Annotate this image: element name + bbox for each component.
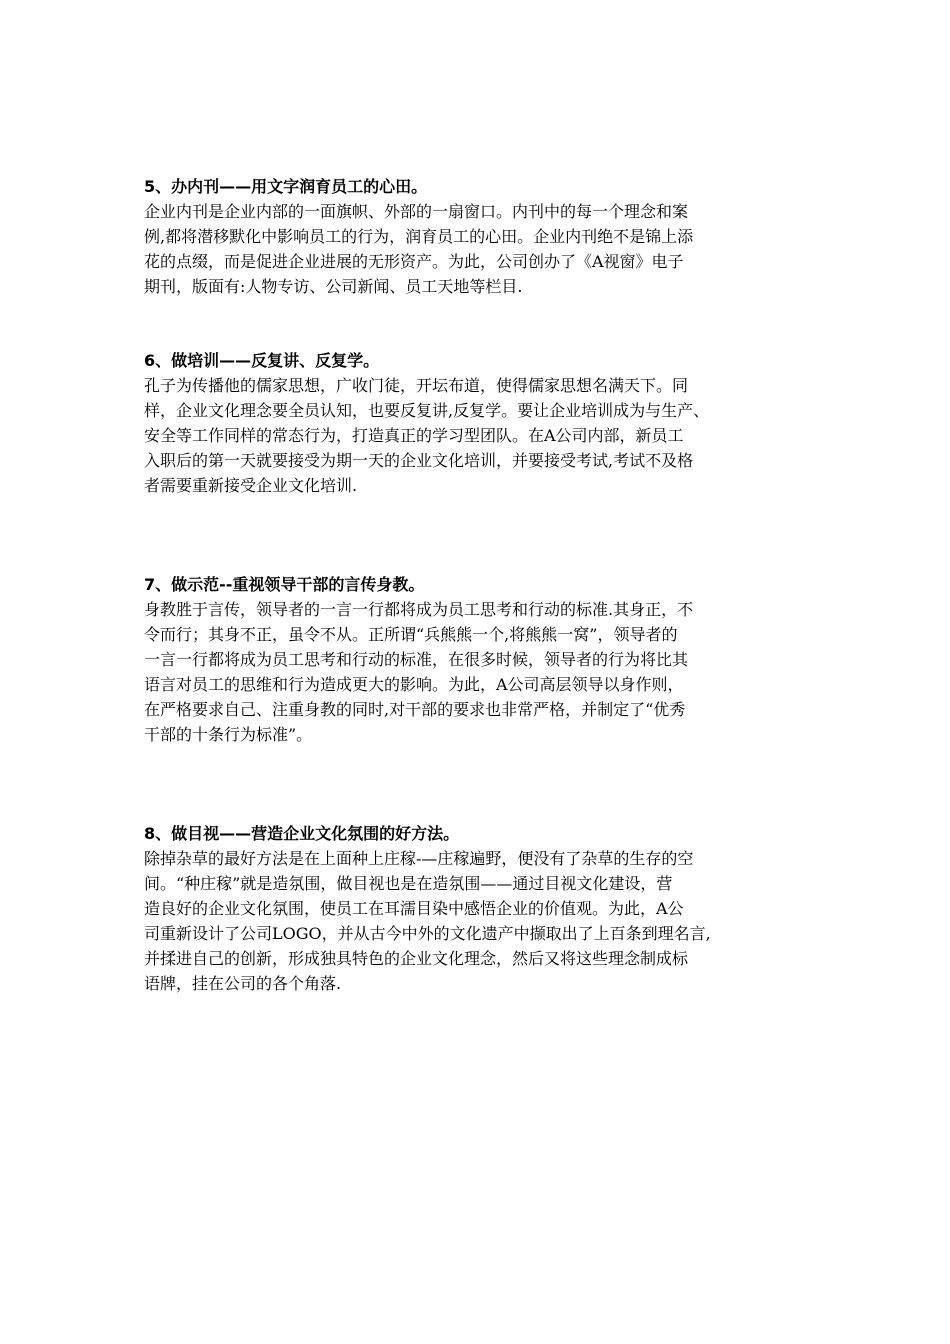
section-7: [144, 572, 812, 747]
paragraph-line: 花的点缀，而是促进企业进展的无形资产。为此，公司创办了《A视窗》电子: [144, 252, 684, 271]
paragraph-line: 干部的十条行为标准”。: [144, 725, 313, 744]
section-heading: 8、做目视——营造企业文化氛围的好方法。: [144, 824, 460, 843]
section-heading: 5、办内刊——用文字润育员工的心田。: [144, 177, 428, 196]
paragraph-line: 者需要重新接受企业文化培训.: [144, 476, 358, 495]
paragraph-line: 身教胜于言传，领导者的一言一行都将成为员工思考和行动的标准.其身正，不: [144, 600, 694, 619]
section-body: [144, 846, 812, 996]
paragraph-line: 并揉进自己的创新，形成独具特色的企业文化理念，然后又将这些理念制成标: [144, 949, 689, 968]
paragraph-line: 语言对员工的思维和行为造成更大的影响。为此，A公司高层领导以身作则，: [144, 675, 684, 694]
section-6: [144, 348, 812, 498]
paragraph-line: 令而行；其身不正，虽令不从。正所谓“兵熊熊一个,将熊熊一窝”，领导者的: [144, 625, 678, 644]
paragraph-line: 样，企业文化理念要全员认知，也要反复讲,反复学。要让企业培训成为与生产、: [144, 401, 710, 420]
section-body: [144, 199, 812, 299]
section-body: [144, 597, 812, 747]
paragraph-line: 在严格要求自己、注重身教的同时,对干部的要求也非常严格，并制定了“优秀: [144, 700, 686, 719]
section-heading: 6、做培训——反复讲、反复学。: [144, 351, 380, 370]
paragraph-line: 语牌，挂在公司的各个角落.: [144, 974, 342, 993]
paragraph-line: 入职后的第一天就要接受为期一天的企业文化培训，并要接受考试,考试不及格: [144, 451, 694, 470]
paragraph-line: 间。“种庄稼”就是造氛围，做目视也是在造氛围——通过目视文化建设，营: [144, 874, 673, 893]
section-5: [144, 174, 812, 299]
paragraph-line: 例,都将潜移默化中影响员工的行为，润育员工的心田。企业内刊绝不是锦上添: [144, 227, 694, 246]
section-body: [144, 373, 812, 498]
paragraph-line: 一言一行都将成为员工思考和行动的标准，在很多时候，领导者的行为将比其: [144, 650, 689, 669]
paragraph-line: 孔子为传播他的儒家思想，广收门徒，开坛布道，使得儒家思想名满天下。同: [144, 376, 689, 395]
paragraph-line: 除掉杂草的最好方法是在上面种上庄稼-—庄稼遍野，便没有了杂草的生存的空: [144, 849, 694, 868]
paragraph-line: 司重新设计了公司LOGO，并从古今中外的文化遗产中撷取出了上百条到理名言,: [144, 924, 711, 943]
section-8: [144, 821, 812, 996]
paragraph-line: 安全等工作同样的常态行为，打造真正的学习型团队。在A公司内部，新员工: [144, 426, 684, 445]
section-heading: 7、做示范--重视领导干部的言传身教。: [144, 575, 425, 594]
paragraph-line: 企业内刊是企业内部的一面旗帜、外部的一扇窗口。内刊中的每一个理念和案: [144, 202, 689, 221]
paragraph-line: 期刊，版面有:人物专访、公司新闻、员工天地等栏目.: [144, 277, 523, 296]
paragraph-line: 造良好的企业文化氛围，使员工在耳濡目染中感悟企业的价值观。为此，A公: [144, 899, 684, 918]
